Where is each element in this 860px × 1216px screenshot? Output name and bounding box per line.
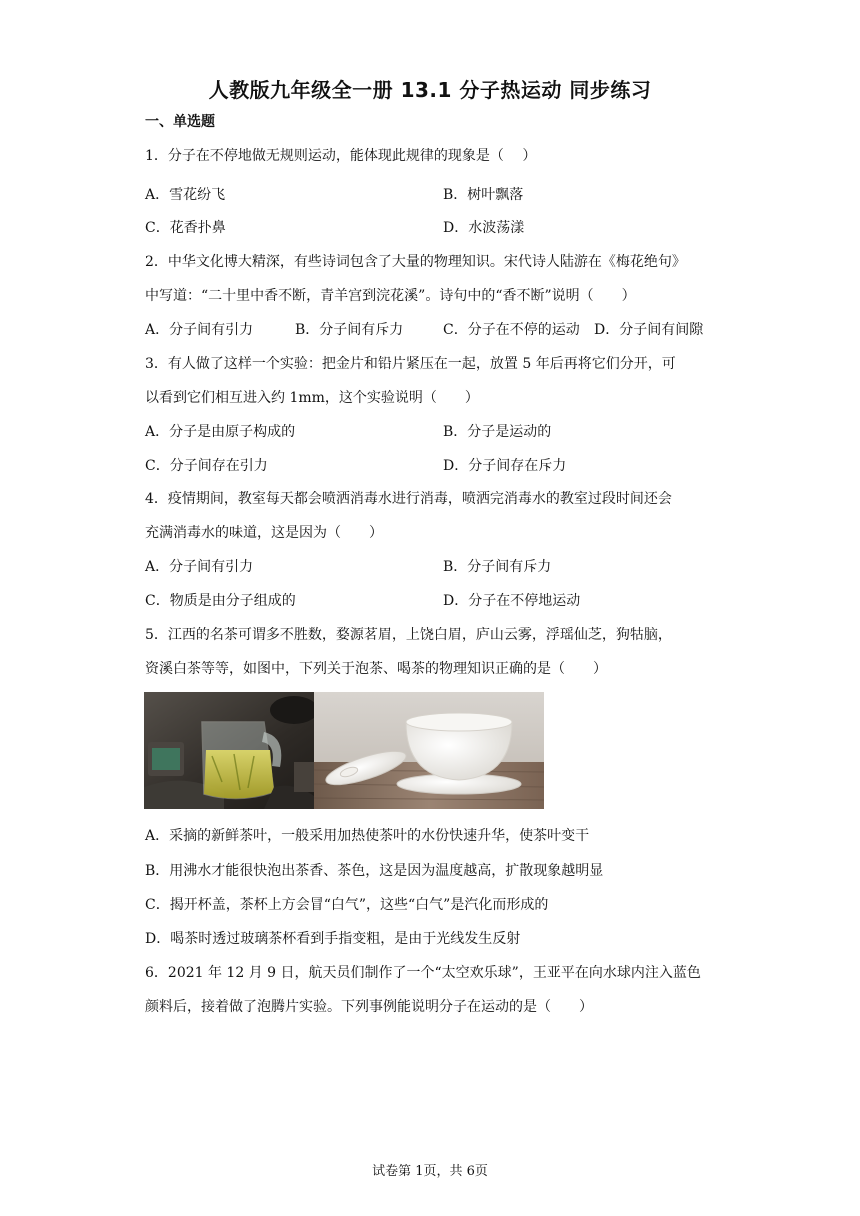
question-3-stem-line-1: 3．有人做了这样一个实验：把金片和铅片紧压在一起，放置 5 年后再将它们分开，可	[145, 356, 676, 372]
question-4-option-b: B．分子间有斥力	[443, 559, 552, 575]
tea-photo	[144, 692, 544, 809]
question-2-option-b: B．分子间有斥力	[295, 322, 404, 338]
question-4-stem-line-2: 充满消毒水的味道，这是因为（ ）	[145, 525, 383, 541]
tea-pitcher-image	[144, 692, 318, 809]
question-3-option-c: C．分子间存在引力	[145, 458, 268, 474]
question-3-option-d: D．分子间存在斥力	[443, 458, 567, 474]
page-footer: 试卷第 1页，共 6页	[372, 1164, 488, 1179]
question-5-option-a: A．采摘的新鲜茶叶，一般采用加热使茶叶的水份快速升华，使茶叶变干	[145, 828, 590, 844]
question-5-stem-line-1: 5．江西的名茶可谓多不胜数，婺源茗眉，上饶白眉，庐山云雾，浮瑶仙芝，狗牯脑，	[145, 627, 672, 643]
page-title: 人教版九年级全一册 13.1 分子热运动 同步练习	[208, 78, 652, 102]
question-6-stem-line-1: 6．2021 年 12 月 9 日，航天员们制作了一个“太空欢乐球”，王亚平在向水球内注入蓝色	[145, 965, 701, 981]
question-3-option-b: B．分子是运动的	[443, 424, 552, 440]
question-4-option-c: C．物质是由分子组成的	[145, 593, 296, 609]
question-5-option-d: D．喝茶时透过玻璃茶杯看到手指变粗，是由于光线发生反射	[145, 931, 521, 947]
question-6-stem-line-2: 颜料后，接着做了泡腾片实验。下列事例能说明分子在运动的是（ ）	[145, 999, 593, 1015]
question-5-option-b: B．用沸水才能很快泡出茶香、茶色，这是因为温度越高，扩散现象越明显	[145, 863, 604, 879]
question-3-option-a: A．分子是由原子构成的	[145, 424, 296, 440]
question-2-option-a: A．分子间有引力	[145, 322, 254, 338]
question-3-stem-line-2: 以看到它们相互进入约 1mm，这个实验说明（ ）	[145, 390, 479, 406]
question-5-option-c: C．揭开杯盖，茶杯上方会冒“白气”，这些“白气”是汽化而形成的	[145, 897, 549, 913]
question-2-option-c: C．分子在不停的运动	[443, 322, 580, 338]
question-1-option-b: B．树叶飘落	[443, 187, 524, 203]
question-2-option-d: D．分子间有间隙	[594, 322, 704, 338]
question-5-stem-line-2: 资溪白茶等等，如图中，下列关于泡茶、喝茶的物理知识正确的是（ ）	[145, 661, 607, 677]
question-2-stem-line-2: 中写道：“二十里中香不断，青羊宫到浣花溪”。诗句中的“香不断”说明（ ）	[145, 288, 636, 304]
question-1-option-a: A．雪花纷飞	[145, 187, 226, 203]
tea-cup-image	[314, 692, 544, 809]
question-2-stem-line-1: 2．中华文化博大精深，有些诗词包含了大量的物理知识。宋代诗人陆游在《梅花绝句》	[145, 254, 686, 270]
question-1-stem: 1．分子在不停地做无规则运动，能体现此规律的现象是（ ）	[145, 148, 537, 164]
question-4-option-d: D．分子在不停地运动	[443, 593, 581, 609]
question-4-option-a: A．分子间有引力	[145, 559, 254, 575]
question-1-option-c: C．花香扑鼻	[145, 220, 226, 236]
section-heading: 一、单选题	[145, 114, 215, 130]
question-1-option-d: D．水波荡漾	[443, 220, 525, 236]
question-4-stem-line-1: 4．疫情期间，教室每天都会喷洒消毒水进行消毒，喷洒完消毒水的教室过段时间还会	[145, 491, 672, 507]
